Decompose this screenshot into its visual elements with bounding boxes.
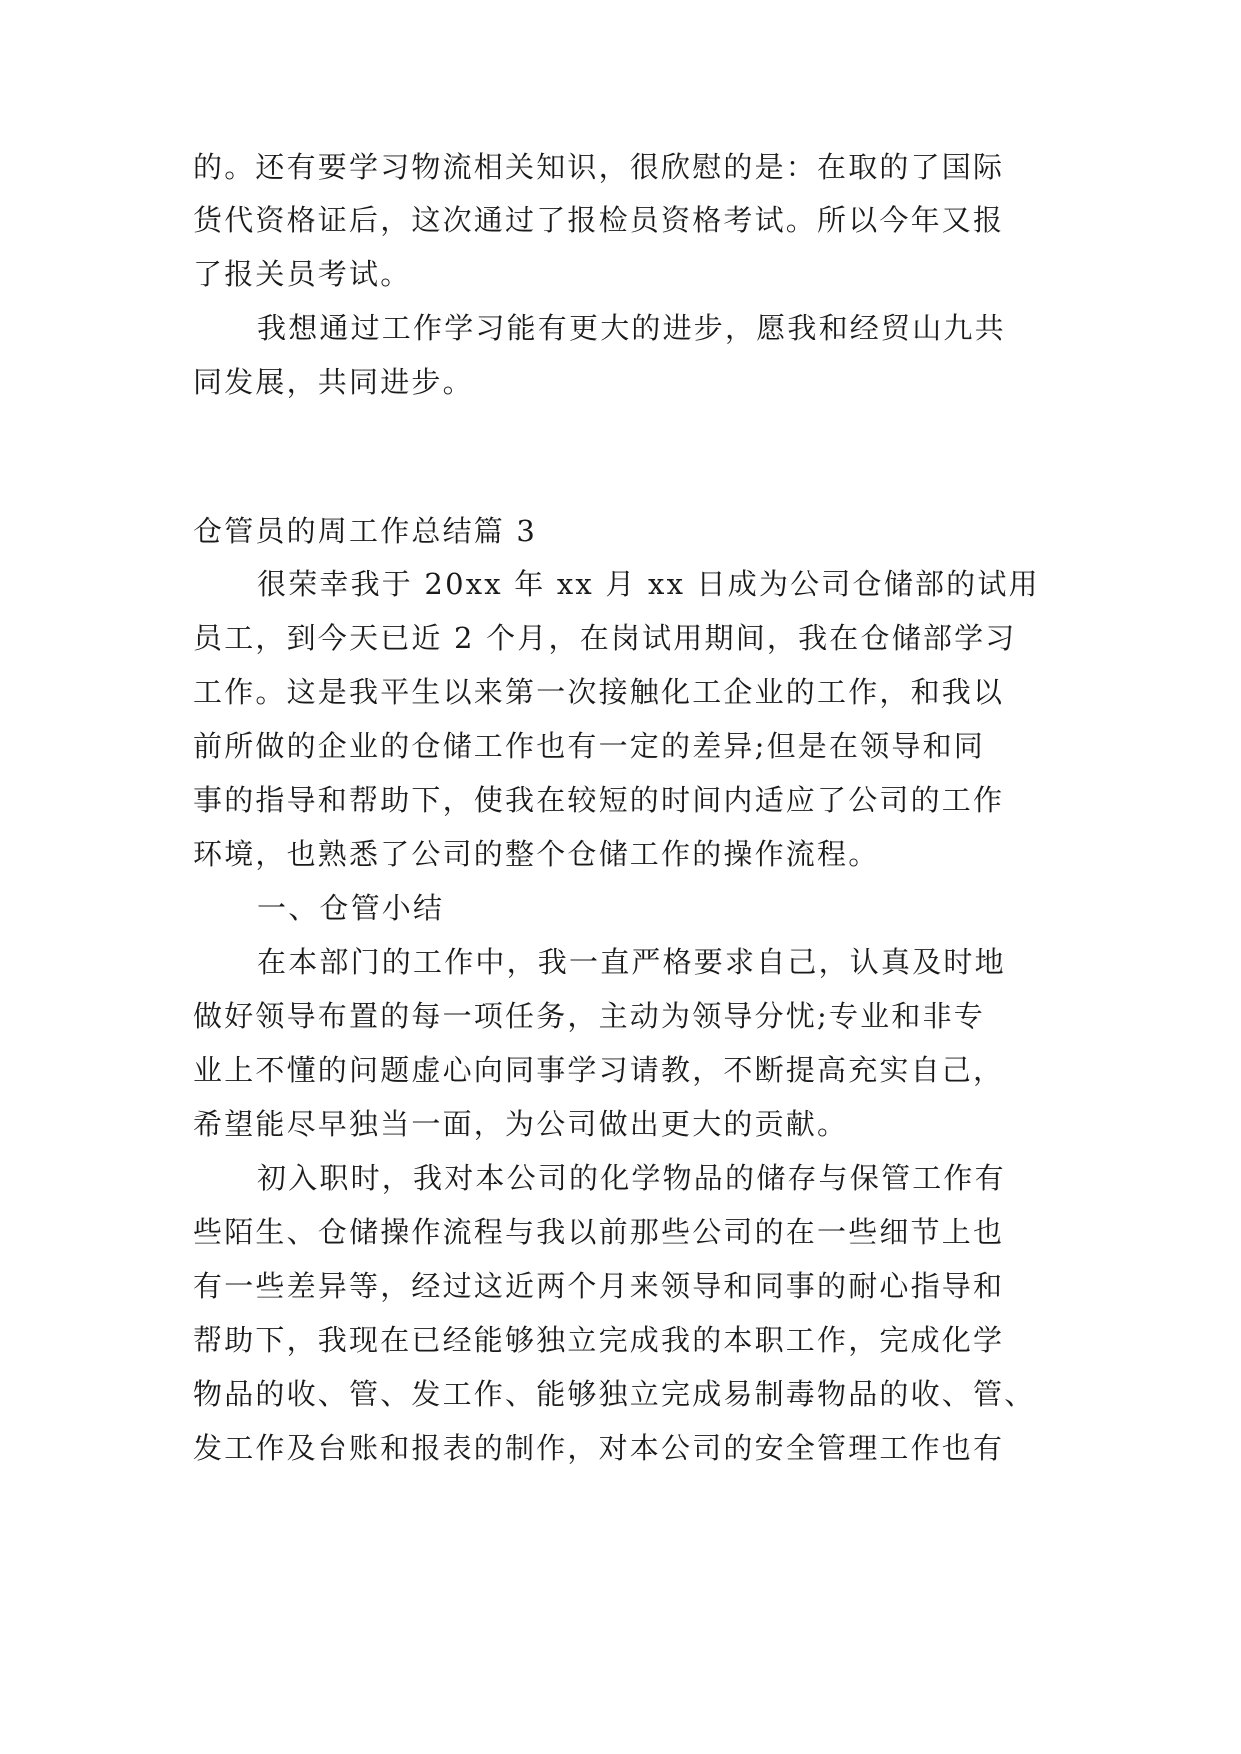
- paragraph-line: 帮助下，我现在已经能够独立完成我的本职工作，完成化学: [193, 1323, 1005, 1357]
- paragraph-line: 在本部门的工作中，我一直严格要求自己，认真及时地: [257, 945, 1006, 979]
- paragraph-line: 很荣幸我于 20xx 年 xx 月 xx 日成为公司仓储部的试用: [257, 567, 1040, 601]
- paragraph-line: 了报关员考试。: [193, 257, 412, 291]
- paragraph-line: 业上不懂的问题虚心向同事学习请教，不断提高充实自己，: [193, 1053, 1005, 1087]
- paragraph-line: 我想通过工作学习能有更大的进步，愿我和经贸山九共: [257, 311, 1006, 345]
- paragraph-line: 货代资格证后，这次通过了报检员资格考试。所以今年又报: [193, 203, 1005, 237]
- paragraph-line: 初入职时，我对本公司的化学物品的储存与保管工作有: [257, 1161, 1006, 1195]
- subsection-heading: 一、仓管小结: [257, 891, 445, 925]
- paragraph-line: 工作。这是我平生以来第一次接触化工企业的工作，和我以: [193, 675, 1005, 709]
- paragraph-line: 的。还有要学习物流相关知识，很欣慰的是：在取的了国际: [193, 150, 1005, 184]
- paragraph-line: 发工作及台账和报表的制作，对本公司的安全管理工作也有: [193, 1431, 1005, 1465]
- paragraph-line: 同发展，共同进步。: [193, 365, 474, 399]
- paragraph-line: 些陌生、仓储操作流程与我以前那些公司的在一些细节上也: [193, 1215, 1005, 1249]
- paragraph-line: 有一些差异等，经过这近两个月来领导和同事的耐心指导和: [193, 1269, 1005, 1303]
- paragraph-line: 希望能尽早独当一面，为公司做出更大的贡献。: [193, 1107, 849, 1141]
- paragraph-line: 事的指导和帮助下，使我在较短的时间内适应了公司的工作: [193, 783, 1005, 817]
- paragraph-line: 环境，也熟悉了公司的整个仓储工作的操作流程。: [193, 837, 880, 871]
- paragraph-line: 物品的收、管、发工作、能够独立完成易制毒物品的收、管、: [193, 1377, 1036, 1411]
- paragraph-line: 员工，到今天已近 2 个月，在岗试用期间，我在仓储部学习: [193, 621, 1017, 655]
- paragraph-line: 做好领导布置的每一项任务，主动为领导分忧;专业和非专: [193, 999, 985, 1033]
- section-heading: 仓管员的周工作总结篇 3: [193, 514, 538, 548]
- paragraph-line: 前所做的企业的仓储工作也有一定的差异;但是在领导和同: [193, 729, 985, 763]
